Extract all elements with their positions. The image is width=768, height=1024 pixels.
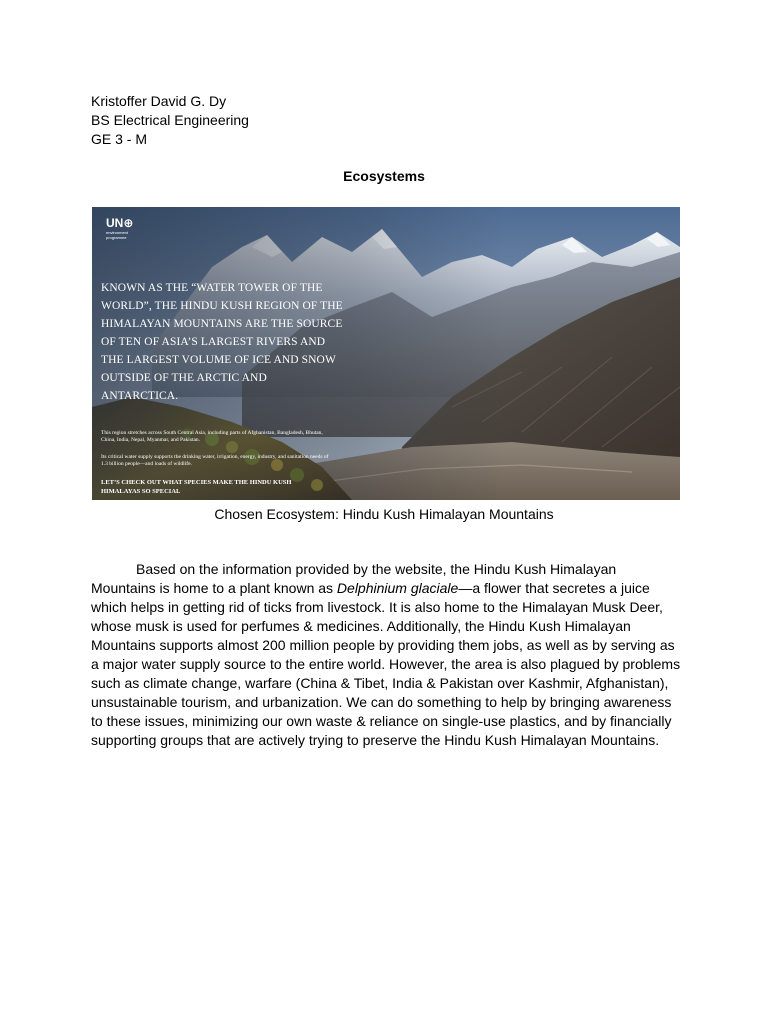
image-paragraph-region: This region stretches across South Central Asia, including parts of Afghanistan, Bangladesh, Bhutan, China, India, Nepal, Myanmar, and Pakistan. (101, 430, 323, 443)
unep-logo (106, 217, 146, 240)
course-section: GE 3 - M (91, 131, 148, 147)
document-title: Ecosystems (343, 168, 425, 184)
image-caption: Chosen Ecosystem: Hindu Kush Himalayan Mountains (214, 506, 554, 522)
ecosystem-image (92, 207, 680, 500)
body-text-part2: —a flower that secretes a juice which helps in getting rid of ticks from livestock. It is also home to the Himalayan Musk Deer, whose musk is used for perfumes & medicines. Additionally, the Hindu Kush Himalayan Mountains supports almost 200 million people by providing them jobs, as well as by serving as a major water supply source to the entire world. However, the area is also plagued by problems such as climate change, warfare (China & Tibet, India & Pakistan over Kashmir, Afghanistan), unsustainable tourism, and urbanization. We can do something to help by bringing awareness to these issues, minimizing our own waste & reliance on single-use plastics, and by financially supporting groups that are actively trying to preserve the Hindu Kush Himalayan Mountains. (91, 580, 681, 748)
image-paragraph-water: Its critical water supply supports the drinking water, irrigation, energy, industry, and sanitation needs of 1.3 billion people—and loads of wildlife. (101, 454, 329, 467)
unep-logo-mark: UN⊕ (106, 216, 134, 230)
author-name: Kristoffer David G. Dy (91, 93, 227, 109)
degree-program: BS Electrical Engineering (91, 112, 249, 128)
image-headline: KNOWN AS THE “WATER TOWER OF THE WORLD”, THE HINDU KUSH REGION OF THE HIMALAYAN MOUNTAINS ARE THE SOURCE OF TEN OF ASIA’S LARGEST RIVERS AND THE LARGEST VOLUME OF ICE AND SNOW OUTSIDE OF THE ARCTIC AND ANTARCTICA. (101, 282, 343, 402)
body-text-part1: Based on the information provided by the website, the Hindu Kush Himalayan Mountains is home to a plant known as (91, 561, 617, 596)
species-name: Delphinium glaciale (336, 580, 459, 596)
image-call-to-action: LET’S CHECK OUT WHAT SPECIES MAKE THE HINDU KUSH HIMALAYAS SO SPECIAL (101, 479, 292, 495)
author-block (91, 92, 249, 149)
body-paragraph (91, 560, 682, 750)
unep-logo-subtitle: environment programme (106, 230, 129, 240)
